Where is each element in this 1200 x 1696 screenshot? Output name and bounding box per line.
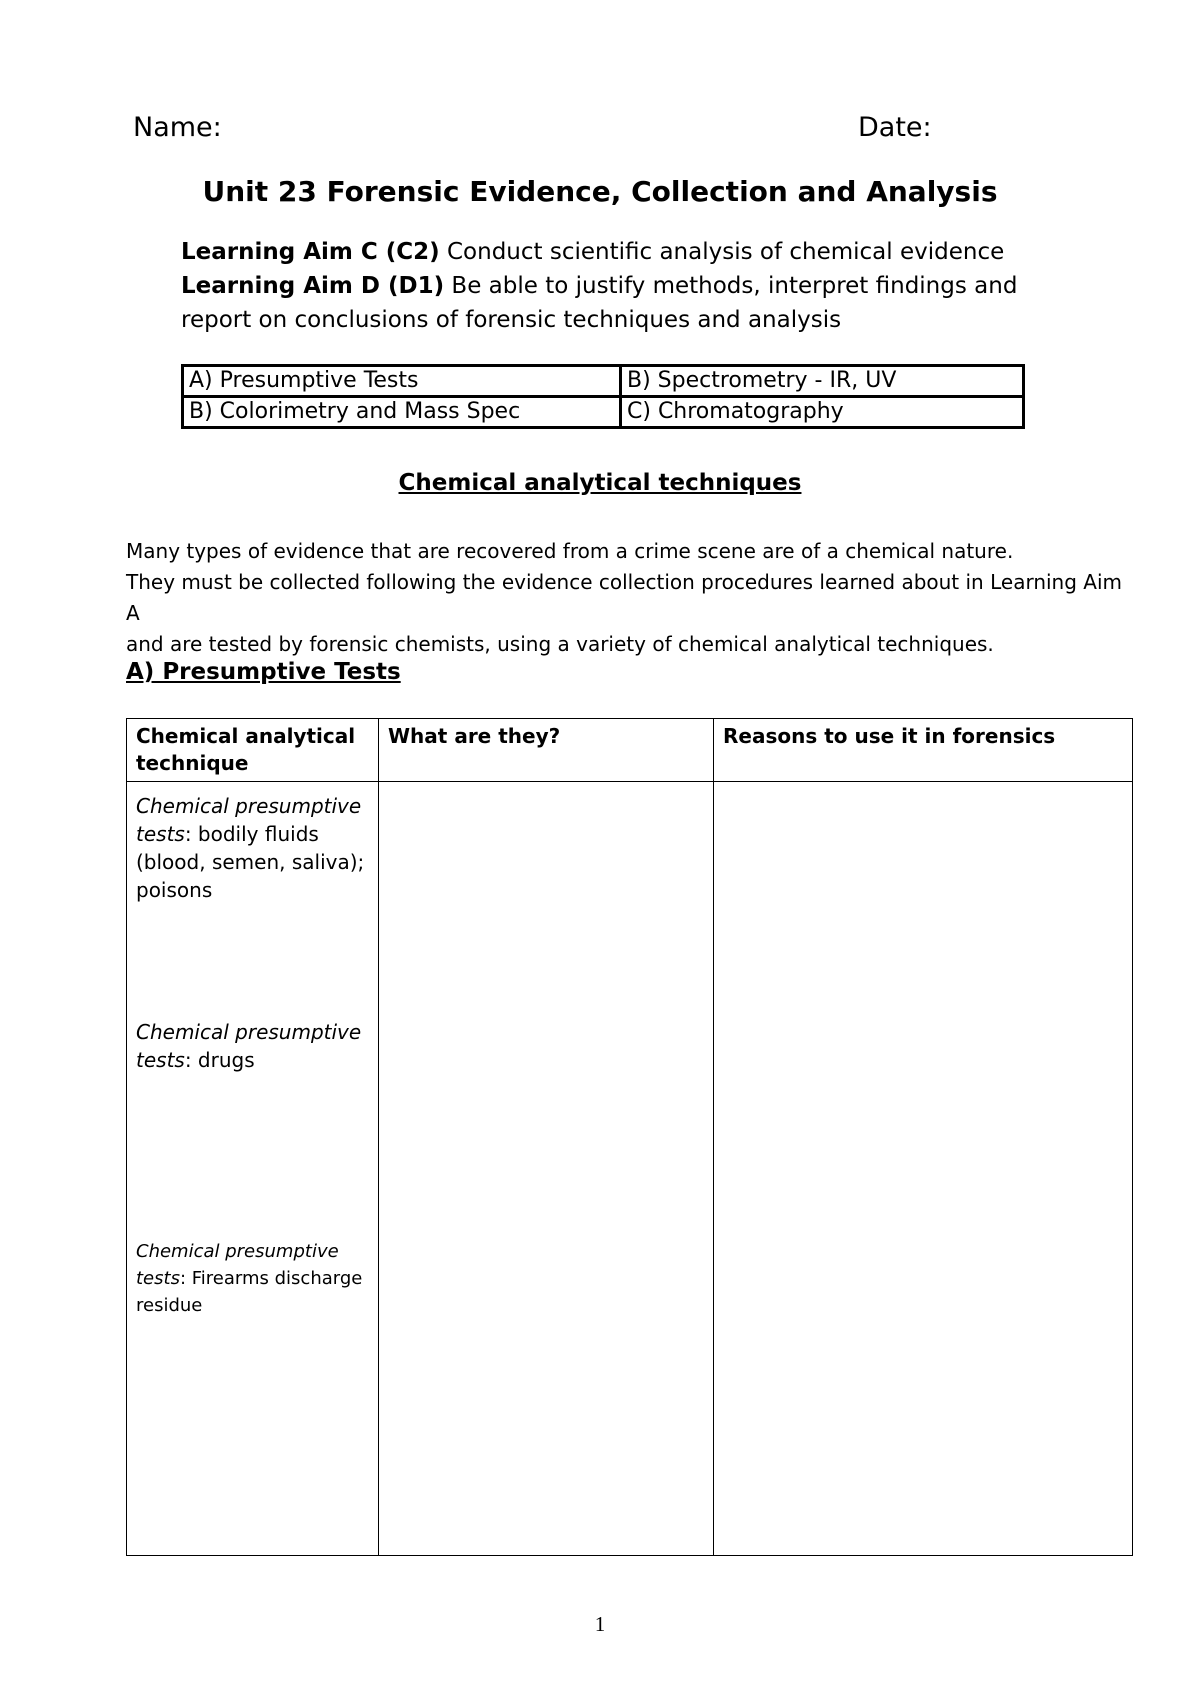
learning-aims <box>181 235 1081 337</box>
learning-aim-c-label: Learning Aim C (C2) <box>181 239 440 265</box>
page-number: 1 <box>594 1612 606 1636</box>
learning-aim-d-text: Be able to justify methods, interpret findings and <box>444 273 1018 299</box>
technique-text: : bodily fluids (blood, semen, saliva); poisons <box>136 822 365 902</box>
table-row <box>127 782 1133 1556</box>
technique-italic: Chemical presumptive tests <box>136 1020 362 1072</box>
technique-bodily-fluids <box>136 792 366 904</box>
learning-aim-c <box>181 235 1081 269</box>
topics-table <box>181 364 1025 429</box>
topic-cell: B) Colorimetry and Mass Spec <box>183 397 621 428</box>
answer-cell-what[interactable] <box>379 782 714 1556</box>
topic-cell: B) Spectrometry - IR, UV <box>621 366 1024 397</box>
topic-cell: C) Chromatography <box>621 397 1024 428</box>
column-header-reasons: Reasons to use it in forensics <box>714 719 1133 782</box>
answer-cell-reasons[interactable] <box>714 782 1133 1556</box>
technique-italic: Chemical presumptive tests <box>136 1241 339 1289</box>
intro-line: and are tested by forensic chemists, using a variety of chemical analytical techniques. <box>126 632 994 656</box>
learning-aim-d-label: Learning Aim D (D1) <box>181 273 445 299</box>
technique-firearms-residue <box>136 1238 366 1319</box>
name-label: Name: <box>133 112 222 143</box>
date-label: Date: <box>858 112 932 143</box>
technique-text: : drugs <box>184 1048 255 1072</box>
technique-drugs <box>136 1018 366 1074</box>
column-header-technique: Chemical analytical technique <box>127 719 379 782</box>
topic-cell: A) Presumptive Tests <box>183 366 621 397</box>
topics-row <box>183 366 1024 397</box>
learning-aim-d-continued: report on conclusions of forensic techniques and analysis <box>181 307 842 333</box>
section-heading: Chemical analytical techniques <box>398 470 802 496</box>
learning-aim-d <box>181 269 1081 303</box>
technique-cell <box>127 782 379 1556</box>
intro-paragraph <box>126 536 1136 660</box>
technique-italic: Chemical presumptive tests <box>136 794 362 846</box>
technique-text: : Firearms discharge residue <box>136 1268 363 1316</box>
intro-line: Many types of evidence that are recovered from a crime scene are of a chemical nature. <box>126 539 1014 563</box>
topics-row <box>183 397 1024 428</box>
table-header-row <box>127 719 1133 782</box>
document-title: Unit 23 Forensic Evidence, Collection and Analysis <box>202 175 998 208</box>
subheading-presumptive-tests: A) Presumptive Tests <box>126 659 401 685</box>
learning-aim-c-text: Conduct scientific analysis of chemical evidence <box>439 239 1005 265</box>
intro-line: They must be collected following the evidence collection procedures learned about in Learning Aim A <box>126 570 1122 625</box>
presumptive-tests-table <box>126 718 1133 1556</box>
column-header-what: What are they? <box>379 719 714 782</box>
